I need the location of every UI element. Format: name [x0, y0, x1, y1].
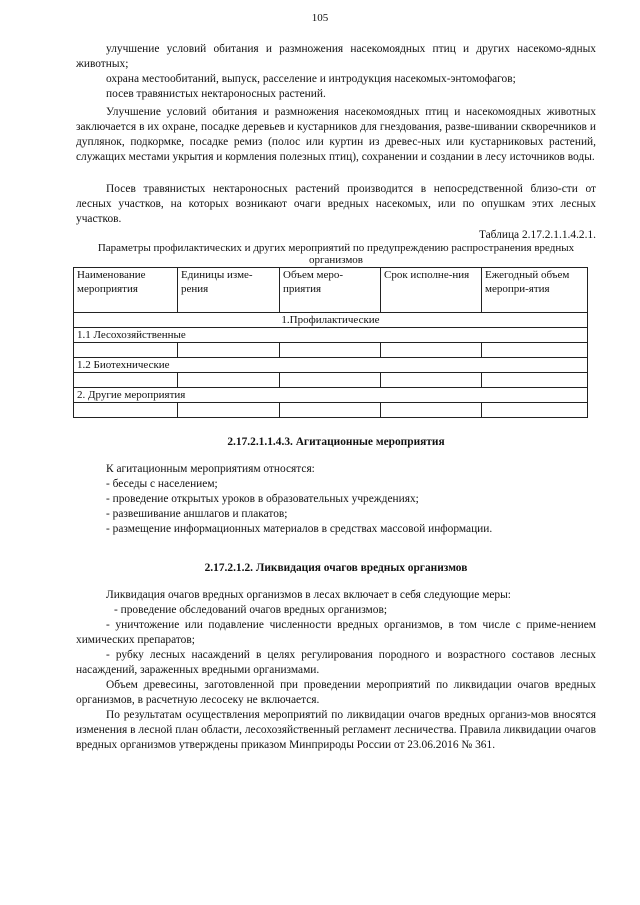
header-cell: Срок исполне-ния: [381, 268, 482, 313]
liquidation-intro: Ликвидация очагов вредных организмов в лесах включает в себя следующие меры:: [106, 589, 511, 601]
table-cell: [482, 403, 588, 418]
liquidation-item: - проведение обследований очагов вредных организмов;: [114, 604, 387, 616]
table-cell: [280, 403, 381, 418]
table-cell: [381, 403, 482, 418]
agitation-item: - беседы с населением;: [106, 478, 218, 490]
table-row: [74, 328, 588, 343]
header-cell: Объем меро-приятия: [280, 268, 381, 313]
row-other: 2. Другие мероприятия: [74, 388, 588, 403]
heading-agitation: 2.17.2.1.1.4.3. Агитационные мероприятия: [227, 436, 445, 448]
agitation-intro: К агитационным мероприятиям относятся:: [106, 463, 315, 475]
table-cell: [74, 373, 178, 388]
sowing-paragraph: Посев травянистых нектароносных растений производится в непосредственной близо-сти от лесных участков, на которых возникают очаги вредных насекомых, или по опушкам этих лесных участков.: [76, 183, 596, 225]
header-cell: Наименование мероприятия: [74, 268, 178, 313]
birds-paragraph: Улучшение условий обитания и размножения насекомоядных птиц и насекомоядных животных заключается в их охране, посадке деревьев и кустарников для гнездования, разве-шивании скворечников и дуплянок, подкормке, посадке ремиз (полос или куртин из древес-ных или кустарниковых растений, служащих местами укрытия и кормления полезных птиц), сохранении и создании в лесу источников воды.: [76, 106, 596, 163]
table-cell: [178, 343, 280, 358]
agitation-item: - размещение информационных материалов в средствах массовой информации.: [106, 523, 493, 535]
parameters-table: [73, 267, 588, 418]
table-cell: [74, 403, 178, 418]
table-header-row: [74, 268, 588, 313]
table-cell: [280, 343, 381, 358]
liquidation-item: - уничтожение или подавление численности вредных организмов, в том числе с приме-нением химических препаратов;: [76, 619, 596, 646]
header-cell: Ежегодный объем меропри-ятия: [482, 268, 588, 313]
table-cell: [178, 403, 280, 418]
table-row: [74, 313, 588, 328]
table-row: [74, 388, 588, 403]
agitation-list: [76, 462, 596, 537]
row-forestry: 1.1 Лесохозяйственные: [74, 328, 588, 343]
intro-list: [76, 42, 596, 102]
table-cell: [381, 343, 482, 358]
table-number: Таблица 2.17.2.1.1.4.2.1.: [478, 229, 596, 241]
section-row-profilactic: 1.Профилактические: [74, 313, 588, 328]
table-cell: [178, 373, 280, 388]
heading-liquidation: 2.17.2.1.2. Ликвидация очагов вредных организмов: [204, 562, 468, 574]
intro-line: посев травянистых нектароносных растений.: [106, 88, 326, 100]
table-row: [74, 373, 588, 388]
table-cell: [482, 343, 588, 358]
wood-paragraph: Объем древесины, заготовленной при проведении мероприятий по ликвидации очагов вредных организмов, в расчетную лесосеку не включается.: [76, 679, 596, 706]
liquidation-text: [76, 588, 596, 753]
table-cell: [280, 373, 381, 388]
agitation-item: - проведение открытых уроков в образовательных учреждениях;: [106, 493, 419, 505]
agitation-item: - развешивание аншлагов и плакатов;: [106, 508, 288, 520]
page-number: 105: [311, 12, 329, 24]
row-biotech: 1.2 Биотехнические: [74, 358, 588, 373]
intro-line: улучшение условий обитания и размножения насекомоядных птиц и других насекомо-ядных животных;: [76, 43, 596, 70]
table-row: [74, 343, 588, 358]
table-caption: Параметры профилактических и других мероприятий по предупреждению распространения вредных организмов: [97, 242, 575, 266]
header-cell: Единицы изме-рения: [178, 268, 280, 313]
table-row: [74, 403, 588, 418]
intro-line: охрана местообитаний, выпуск, расселение и интродукция насекомых-энтомофагов;: [106, 73, 516, 85]
liquidation-item: - рубку лесных насаждений в целях регулирования породного и возрастного составов лесных насаждений, зараженных вредными организмами.: [76, 649, 596, 676]
results-paragraph: По результатам осуществления мероприятий по ликвидации очагов вредных организ-мов вносятся изменения в лесной план области, лесохозяйственный регламент лесничества. Правила ликвидации очагов вредных организмов утверждены приказом Минприроды России от 23.06.2016 № 361.: [76, 709, 596, 751]
table-cell: [381, 373, 482, 388]
table-cell: [74, 343, 178, 358]
table-cell: [482, 373, 588, 388]
table-row: [74, 358, 588, 373]
